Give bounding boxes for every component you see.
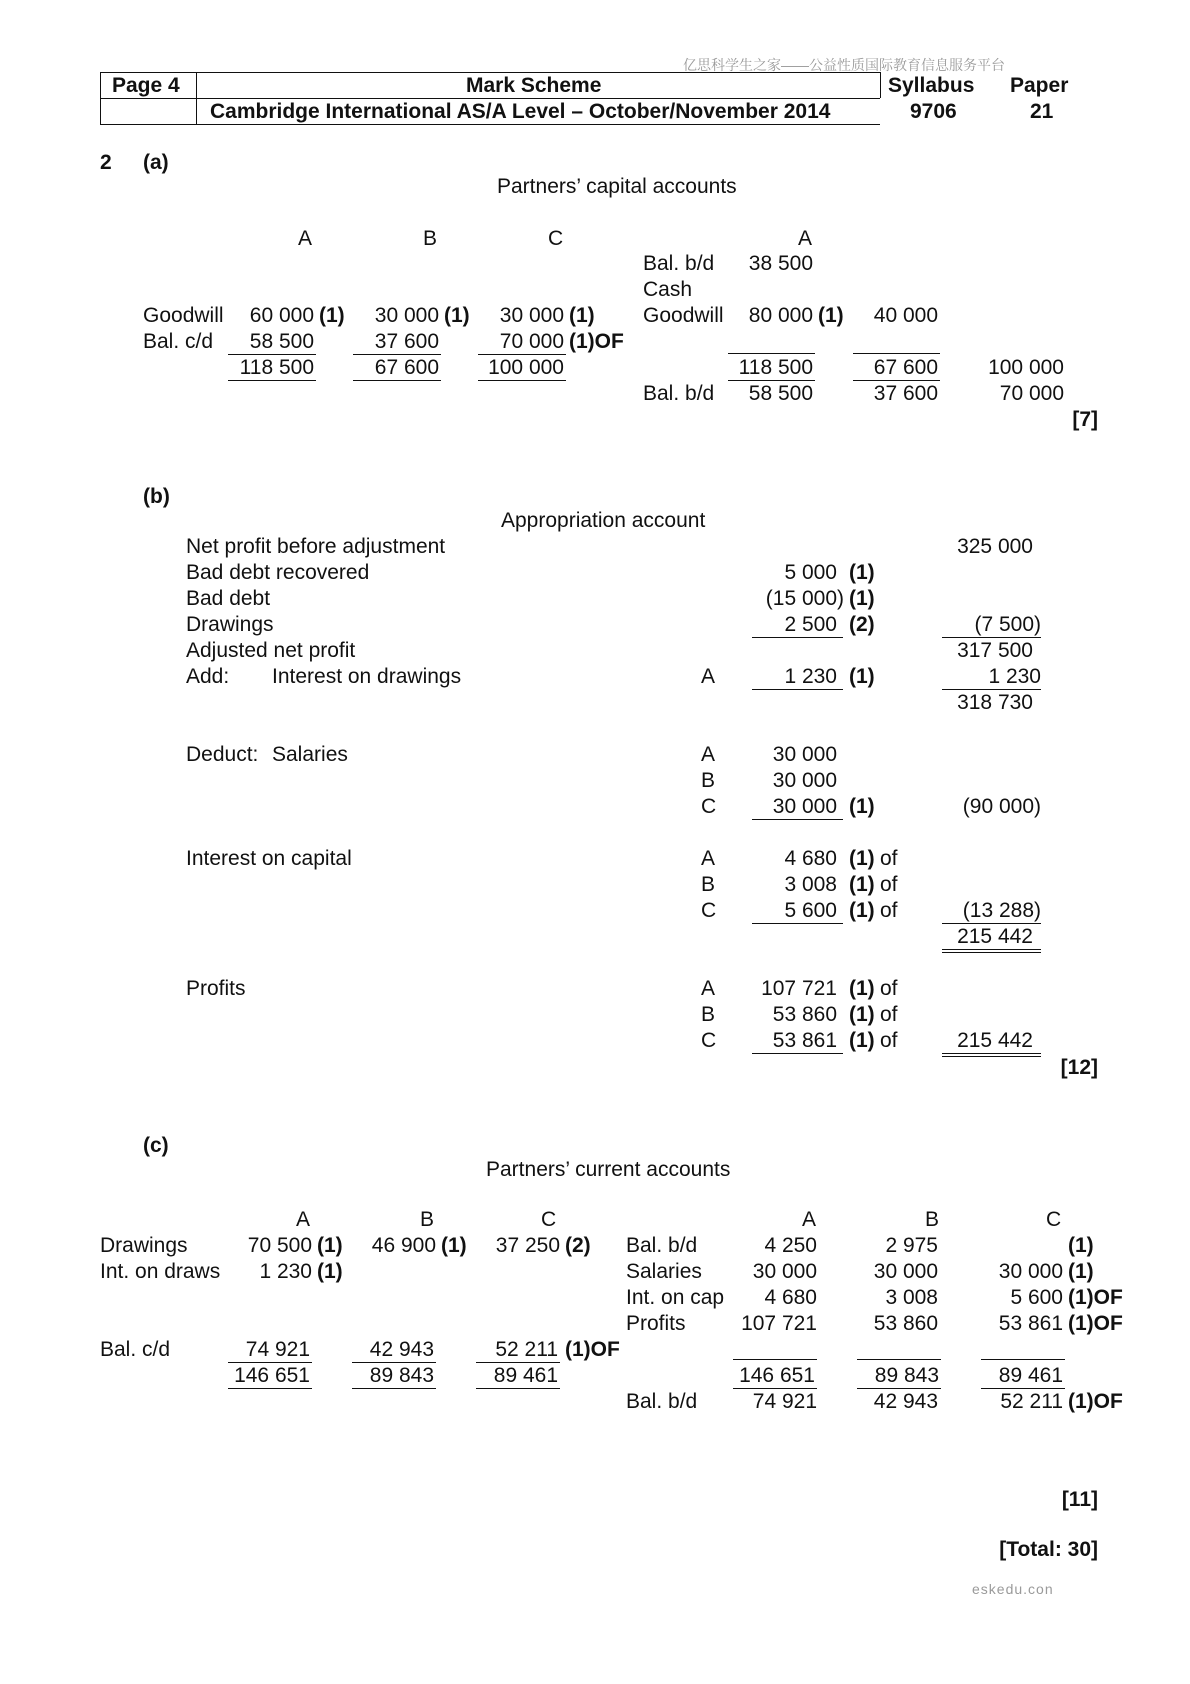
- mark: (1): [849, 847, 875, 870]
- partner-label: C: [701, 795, 717, 818]
- row-label: Bad debt: [186, 587, 271, 610]
- part-c-marks: [11]: [1061, 1488, 1098, 1511]
- mark: (1): [441, 1234, 467, 1257]
- mark: (1): [818, 304, 844, 327]
- appropriation-title: Appropriation account: [501, 509, 706, 532]
- part-a-marks: [7]: [1072, 408, 1098, 431]
- total: 100 000: [478, 356, 566, 381]
- row-label: Bal. b/d: [626, 1234, 698, 1257]
- mark: (1): [569, 304, 595, 327]
- amount: 1 230: [942, 665, 1041, 690]
- partner-label: A: [701, 977, 716, 1000]
- amount: 2 500: [752, 613, 843, 638]
- total: 100 000: [988, 356, 1064, 379]
- col-a-header: A: [298, 227, 313, 250]
- mark: (1): [849, 665, 875, 688]
- amount: 4 250: [764, 1234, 817, 1257]
- amount: 30 000: [873, 1260, 938, 1283]
- mark: (1): [319, 304, 345, 327]
- amount: 1 230: [752, 665, 843, 690]
- amount: (13 288): [942, 899, 1041, 924]
- row-label: Bad debt recovered: [186, 561, 370, 584]
- total: 89 843: [857, 1364, 941, 1389]
- col-b-header: B: [423, 227, 438, 250]
- amount: 3 008: [885, 1286, 938, 1309]
- amount: 60 000: [249, 304, 314, 327]
- part-b-marks: [12]: [1060, 1056, 1098, 1079]
- amount: 58 500: [228, 330, 316, 355]
- mark: (1): [849, 873, 875, 896]
- total: 89 461: [981, 1364, 1065, 1389]
- total: 89 843: [352, 1364, 436, 1389]
- total: 215 442: [942, 1029, 1041, 1057]
- amount: 58 500: [748, 382, 813, 405]
- amount: 4 680: [784, 847, 837, 870]
- amount: 53 861: [998, 1312, 1063, 1335]
- row-label: Deduct:: [186, 743, 259, 766]
- mark: (1): [849, 899, 875, 922]
- syllabus-code: 9706: [910, 100, 957, 123]
- partner-label: B: [701, 1003, 716, 1026]
- page-number: Page 4: [112, 74, 180, 97]
- row-label: Bal. b/d: [643, 252, 715, 275]
- row-label: Int. on cap: [626, 1286, 725, 1309]
- row-label: Net profit before adjustment: [186, 535, 446, 558]
- amount: 30 000: [998, 1260, 1063, 1283]
- amount: 107 721: [761, 977, 837, 1000]
- mark: (1): [849, 587, 875, 610]
- mark: (1)OF: [1068, 1312, 1123, 1335]
- amount: 74 921: [228, 1338, 312, 1363]
- row-label: Profits: [626, 1312, 686, 1335]
- total: 89 461: [476, 1364, 560, 1389]
- partner-label: A: [701, 847, 716, 870]
- page-title: Mark Scheme: [466, 74, 602, 97]
- amount: 30 000: [752, 1260, 817, 1283]
- amount: 70 000: [478, 330, 566, 355]
- mark-suffix: of: [880, 1003, 898, 1026]
- col-a-header: A: [802, 1208, 817, 1231]
- row-label: Goodwill: [643, 304, 724, 327]
- row-label: Cash: [643, 278, 693, 301]
- amount: 317 500: [957, 639, 1033, 662]
- partner-label: B: [701, 769, 716, 792]
- amount: 70 500: [247, 1234, 312, 1257]
- row-label: Int. on draws: [100, 1260, 221, 1283]
- col-c-header: C: [548, 227, 564, 250]
- mark-suffix: of: [880, 1029, 898, 1052]
- amount: 30 000: [374, 304, 439, 327]
- row-label: Adjusted net profit: [186, 639, 356, 662]
- amount: 42 943: [873, 1390, 938, 1413]
- amount: 46 900: [371, 1234, 436, 1257]
- mark: (1): [1068, 1260, 1094, 1283]
- subtotal: 318 730: [957, 691, 1033, 714]
- watermark-bottom: eskedu.con: [972, 1581, 1054, 1597]
- paper-label: Paper: [1010, 74, 1069, 97]
- mark: (1)OF: [569, 330, 624, 353]
- row-label: Bal. c/d: [143, 330, 214, 353]
- mark-suffix: of: [880, 977, 898, 1000]
- amount: (15 000): [765, 587, 844, 610]
- row-label: Drawings: [100, 1234, 188, 1257]
- amount: 53 860: [873, 1312, 938, 1335]
- amount: 52 211: [1000, 1390, 1063, 1413]
- col-a-header: A: [296, 1208, 311, 1231]
- partner-label: A: [701, 743, 716, 766]
- amount: 37 600: [873, 382, 938, 405]
- watermark-top: 亿思科学生之家——公益性质国际教育信息服务平台: [683, 57, 1005, 73]
- mark: (1): [444, 304, 470, 327]
- mark: (1): [849, 1029, 875, 1052]
- amount: 38 500: [748, 252, 813, 275]
- paper-number: 21: [1030, 100, 1054, 123]
- col-b-header: B: [925, 1208, 940, 1231]
- mark-suffix: of: [880, 847, 898, 870]
- total: 118 500: [728, 356, 815, 381]
- amount: 3 008: [784, 873, 837, 896]
- mark-suffix: of: [880, 899, 898, 922]
- amount: 30 000: [772, 743, 837, 766]
- mark: (2): [849, 613, 875, 636]
- row-label: Salaries: [272, 743, 348, 766]
- amount: 53 861: [752, 1029, 843, 1054]
- amount: 74 921: [752, 1390, 817, 1413]
- amount: 52 211: [476, 1338, 560, 1363]
- mark: (1)OF: [565, 1338, 620, 1361]
- mark: (1)OF: [1068, 1390, 1123, 1413]
- subtotal: 215 442: [942, 925, 1041, 953]
- row-label: Profits: [186, 977, 246, 1000]
- col-a-header: A: [798, 227, 813, 250]
- grand-total: [Total: 30]: [999, 1538, 1098, 1561]
- amount: (7 500): [942, 613, 1041, 638]
- amount: 53 860: [772, 1003, 837, 1026]
- current-accounts-title: Partners’ current accounts: [486, 1158, 731, 1181]
- total: 67 600: [853, 356, 940, 381]
- page-subtitle: Cambridge International AS/A Level – October/November 2014: [210, 100, 831, 123]
- amount: 5 600: [1010, 1286, 1063, 1309]
- amount: 37 600: [353, 330, 441, 355]
- mark: (2): [565, 1234, 591, 1257]
- partner-label: C: [701, 899, 717, 922]
- row-label: Interest on drawings: [272, 665, 462, 688]
- amount: 30 000: [752, 795, 843, 820]
- amount: 42 943: [352, 1338, 436, 1363]
- mark: (1)OF: [1068, 1286, 1123, 1309]
- mark-suffix: of: [880, 873, 898, 896]
- mark: (1): [317, 1260, 343, 1283]
- part-c-label: (c): [143, 1134, 169, 1157]
- total: 146 651: [228, 1364, 312, 1389]
- row-label: Bal. b/d: [643, 382, 715, 405]
- row-label: Goodwill: [143, 304, 224, 327]
- row-label: Bal. c/d: [100, 1338, 171, 1361]
- syllabus-label: Syllabus: [888, 74, 975, 97]
- part-a-label: (a): [143, 151, 169, 174]
- total: 146 651: [733, 1364, 817, 1389]
- amount: 2 975: [885, 1234, 938, 1257]
- total: 118 500: [228, 356, 316, 381]
- mark: (1): [849, 561, 875, 584]
- capital-accounts-title: Partners’ capital accounts: [497, 175, 737, 198]
- amount: 5 000: [784, 561, 837, 584]
- row-label: Bal. b/d: [626, 1390, 698, 1413]
- amount: 37 250: [495, 1234, 560, 1257]
- mark: (1): [849, 1003, 875, 1026]
- partner-label: C: [701, 1029, 717, 1052]
- question-number: 2: [100, 151, 112, 174]
- mark: (1): [1068, 1234, 1094, 1257]
- amount: 4 680: [764, 1286, 817, 1309]
- amount: 30 000: [772, 769, 837, 792]
- amount: 1 230: [259, 1260, 312, 1283]
- col-b-header: B: [420, 1208, 435, 1231]
- amount: 30 000: [499, 304, 564, 327]
- mark: (1): [849, 977, 875, 1000]
- total: 67 600: [353, 356, 441, 381]
- partner-label: B: [701, 873, 716, 896]
- row-label: Drawings: [186, 613, 274, 636]
- mark: (1): [849, 795, 875, 818]
- mark: (1): [317, 1234, 343, 1257]
- amount: 325 000: [957, 535, 1033, 558]
- col-c-header: C: [1046, 1208, 1062, 1231]
- col-c-header: C: [541, 1208, 557, 1231]
- part-b-label: (b): [143, 485, 170, 508]
- amount: 80 000: [748, 304, 813, 327]
- amount: 107 721: [741, 1312, 817, 1335]
- amount: 40 000: [873, 304, 938, 327]
- amount: 5 600: [752, 899, 843, 924]
- row-label: Add:: [186, 665, 230, 688]
- amount: 70 000: [999, 382, 1064, 405]
- row-label: Interest on capital: [186, 847, 352, 870]
- amount: (90 000): [962, 795, 1041, 818]
- partner-label: A: [701, 665, 716, 688]
- row-label: Salaries: [626, 1260, 702, 1283]
